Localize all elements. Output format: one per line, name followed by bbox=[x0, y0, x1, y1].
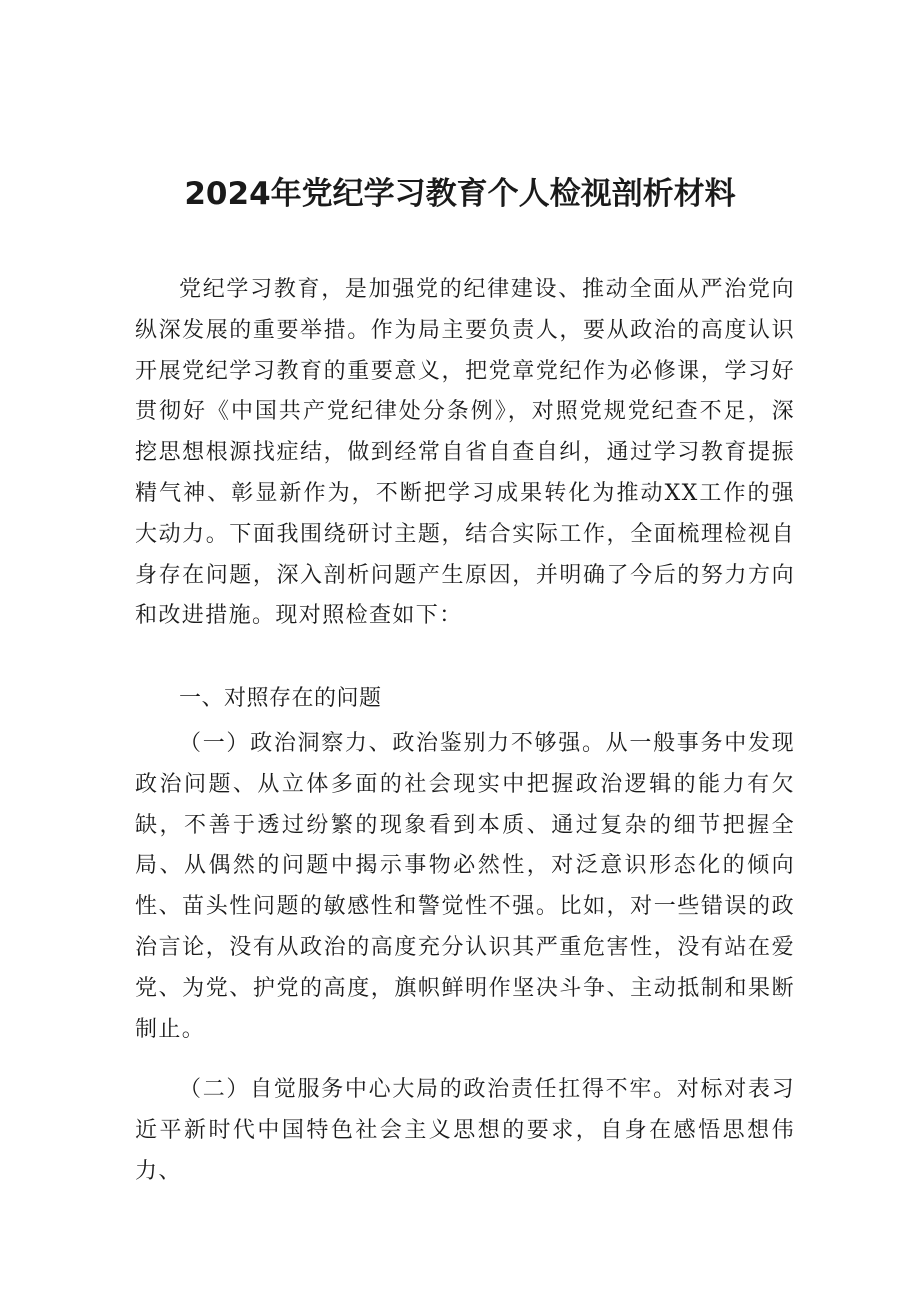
intro-paragraph: 党纪学习教育，是加强党的纪律建设、推动全面从严治党向纵深发展的重要举措。作为局主要负责人，要从政治的高度认识开展党纪学习教育的重要意义，把党章党纪作为必修课，学习好贯彻好《中国共产党纪律处分条例》，对照党规党纪查不足，深挖思想根源找症结，做到经常自省自查自纠，通过学习教育提振精气神、彰显新作为，不断把学习成果转化为推动XX工作的强大动力。下面我围绕研讨主题，结合实际工作，全面梳理检视自身存在问题，深入剖析问题产生原因，并明确了今后的努力方向和改进措施。现对照检查如下： bbox=[135, 277, 795, 629]
problem-item-1: （一）政治洞察力、政治鉴别力不够强。从一般事务中发现政治问题、从立体多面的社会现实中把握政治逻辑的能力有欠缺，不善于透过纷繁的现象看到本质、通过复杂的细节把握全局、从偶然的问题中揭示事物必然性，对泛意识形态化的倾向性、苗头性问题的敏感性和警觉性不强。比如，对一些错误的政治言论，没有从政治的高度充分认识其严重危害性，没有站在爱党、为党、护党的高度，旗帜鲜明作坚决斗争、主动抵制和果断制止。 bbox=[135, 731, 795, 1042]
document-body bbox=[135, 270, 795, 1184]
section-heading: 一、对照存在的问题 bbox=[179, 686, 382, 711]
document-title: 2024年党纪学习教育个人检视剖析材料 bbox=[184, 176, 736, 212]
problem-item-2: （二）自觉服务中心大局的政治责任扛得不牢。对标对表习近平新时代中国特色社会主义思想的要求，自身在感悟思想伟力、 bbox=[135, 1077, 795, 1184]
